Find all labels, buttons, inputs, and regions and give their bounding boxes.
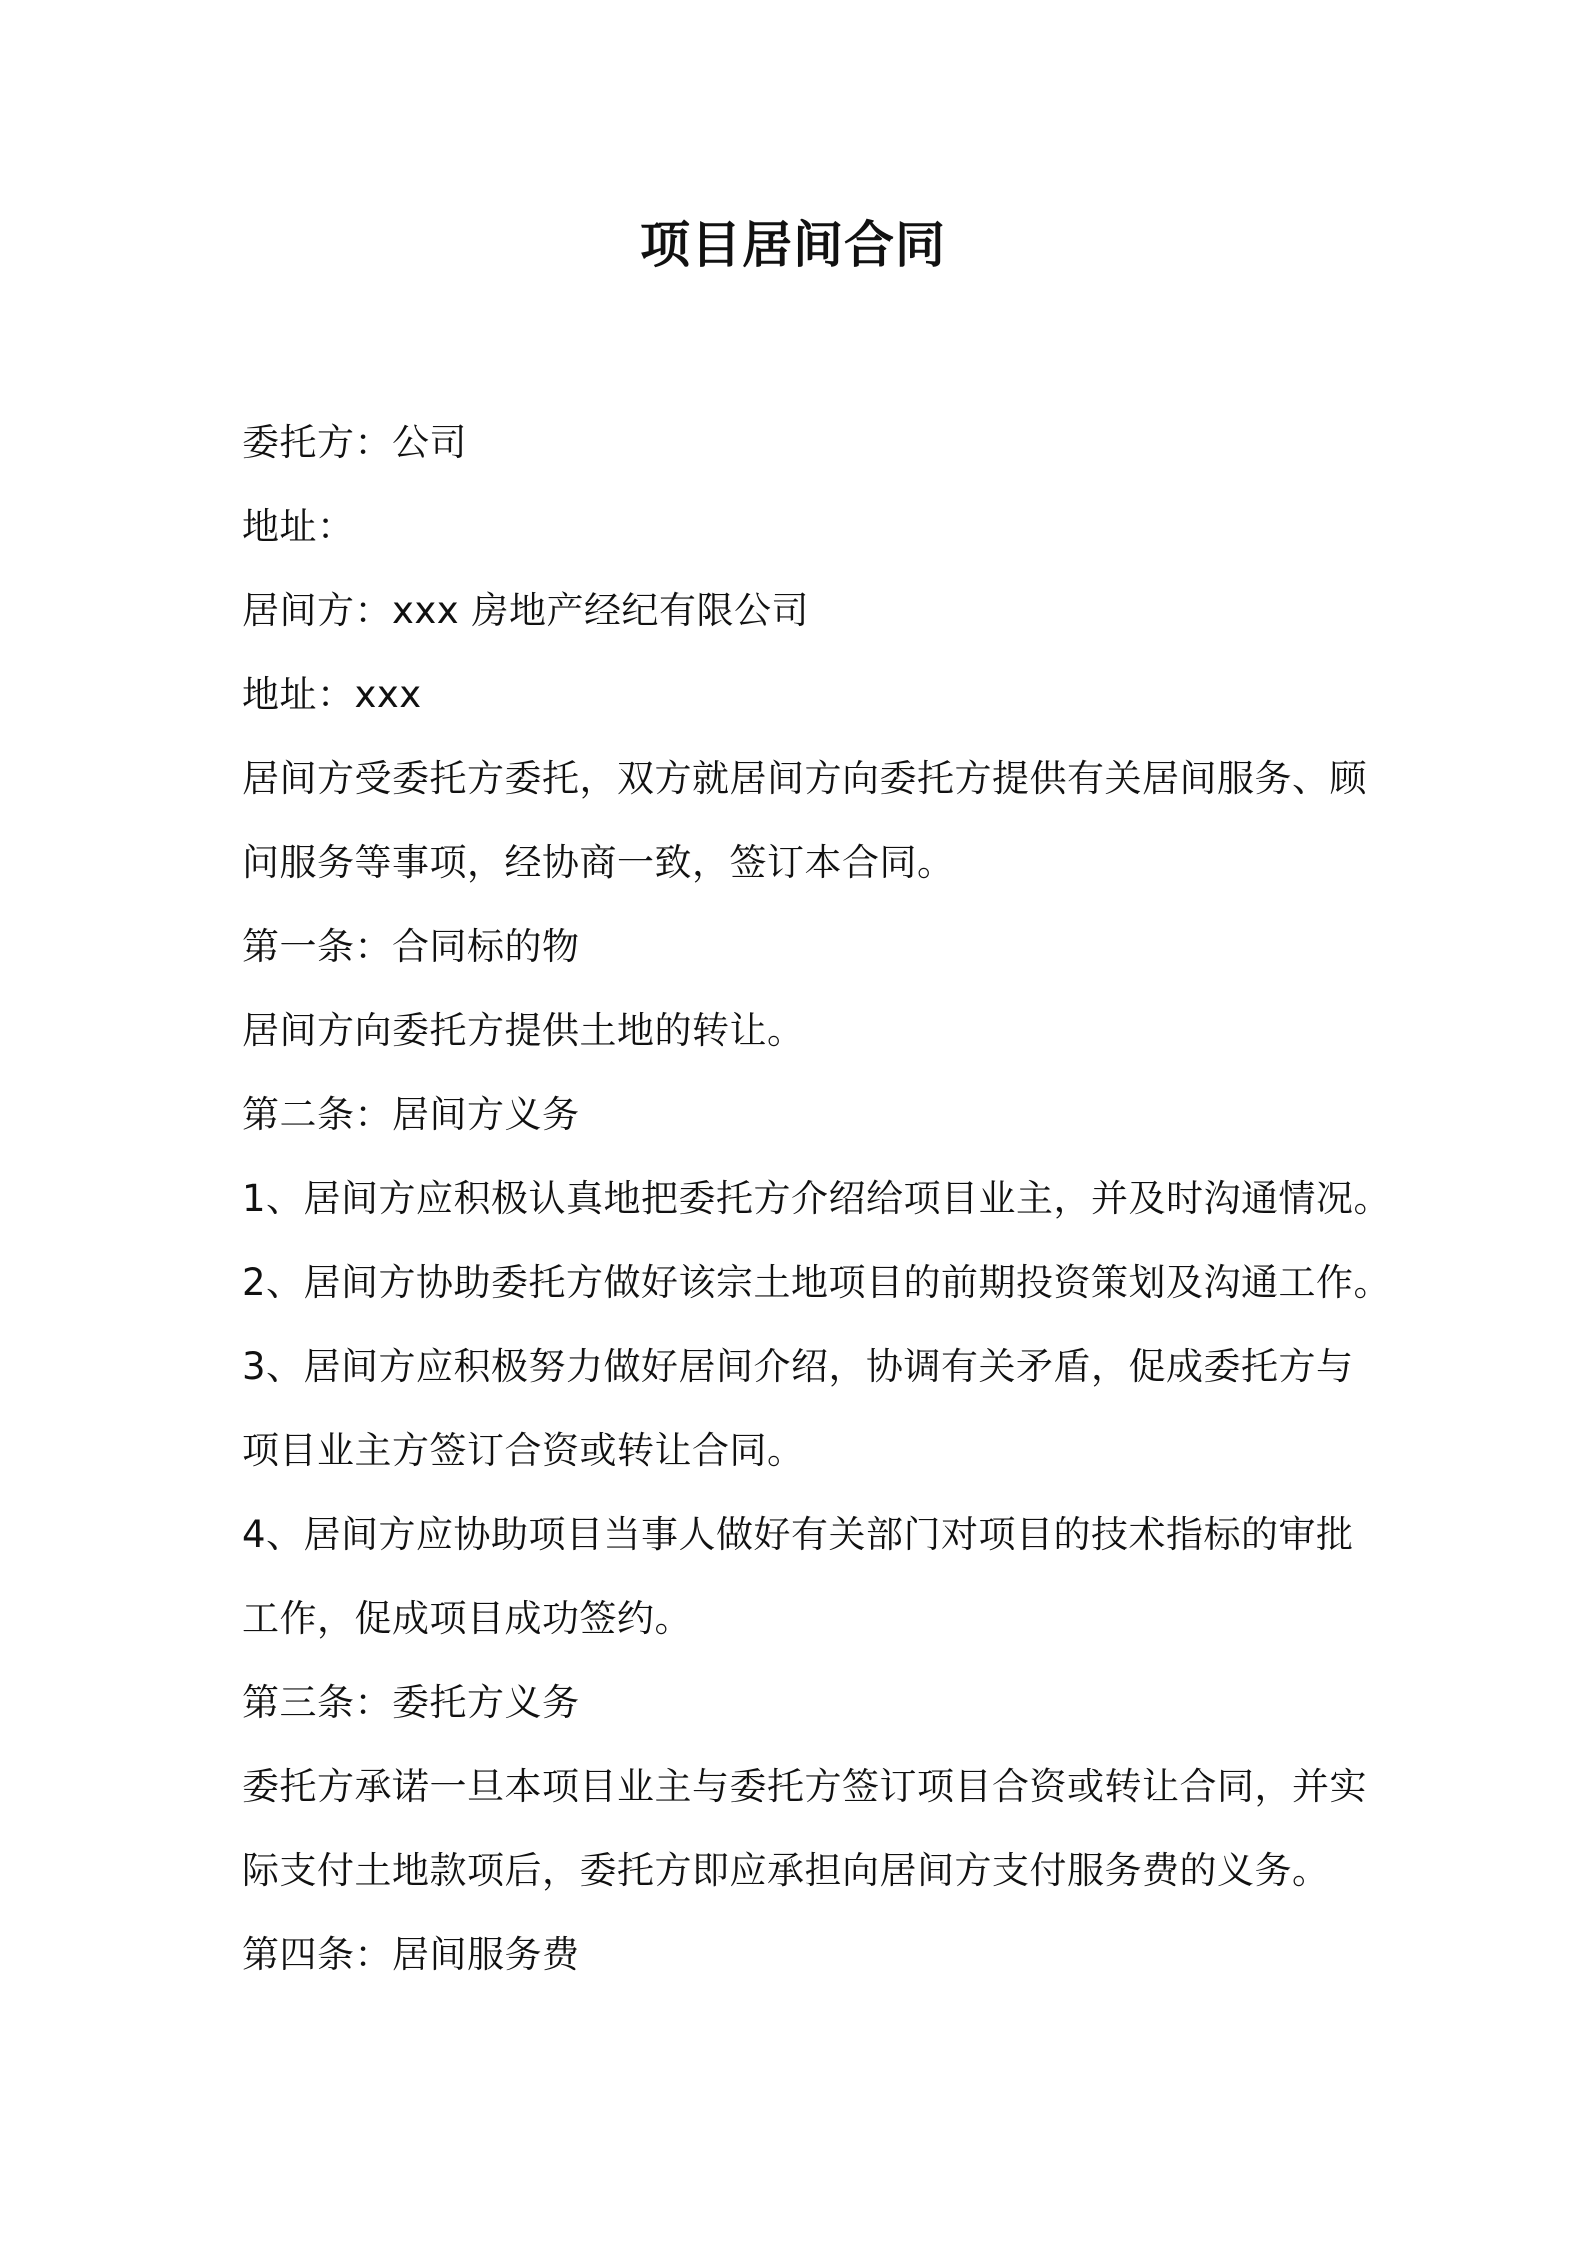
article-2-heading: 第二条：居间方义务 bbox=[242, 1093, 580, 1136]
article-3-text-line-2: 际支付土地款项后，委托方即应承担向居间方支付服务费的义务。 bbox=[242, 1849, 1330, 1892]
article-2-item-2: 2、居间方协助委托方做好该宗土地项目的前期投资策划及沟通工作。 bbox=[242, 1261, 1392, 1304]
article-2-item-4-line-2: 工作，促成项目成功签约。 bbox=[242, 1597, 692, 1640]
preamble-line-2: 问服务等事项，经协商一致，签订本合同。 bbox=[242, 841, 955, 884]
article-3-heading: 第三条：委托方义务 bbox=[242, 1681, 580, 1724]
article-2-item-1: 1、居间方应积极认真地把委托方介绍给项目业主，并及时沟通情况。 bbox=[242, 1177, 1392, 1220]
principal-line: 委托方：公司 bbox=[242, 421, 467, 464]
article-3-text-line-1: 委托方承诺一旦本项目业主与委托方签订项目合资或转让合同，并实 bbox=[242, 1765, 1367, 1808]
article-4-heading: 第四条：居间服务费 bbox=[242, 1933, 580, 1976]
article-2-item-3-line-2: 项目业主方签订合资或转让合同。 bbox=[242, 1429, 805, 1472]
document-title: 项目居间合同 bbox=[640, 216, 946, 274]
intermediary-line: 居间方：xxx 房地产经纪有限公司 bbox=[242, 589, 809, 632]
document-body bbox=[242, 401, 1392, 1997]
preamble-line-1: 居间方受委托方委托，双方就居间方向委托方提供有关居间服务、顾 bbox=[242, 757, 1367, 800]
principal-address-line: 地址： bbox=[242, 505, 355, 548]
article-2-item-3-line-1: 3、居间方应积极努力做好居间介绍，协调有关矛盾，促成委托方与 bbox=[242, 1345, 1354, 1388]
article-2-item-4-line-1: 4、居间方应协助项目当事人做好有关部门对项目的技术指标的审批 bbox=[242, 1513, 1354, 1556]
article-1-text: 居间方向委托方提供土地的转让。 bbox=[242, 1009, 805, 1052]
intermediary-address-line: 地址：xxx bbox=[242, 673, 422, 716]
article-1-heading: 第一条：合同标的物 bbox=[242, 925, 580, 968]
